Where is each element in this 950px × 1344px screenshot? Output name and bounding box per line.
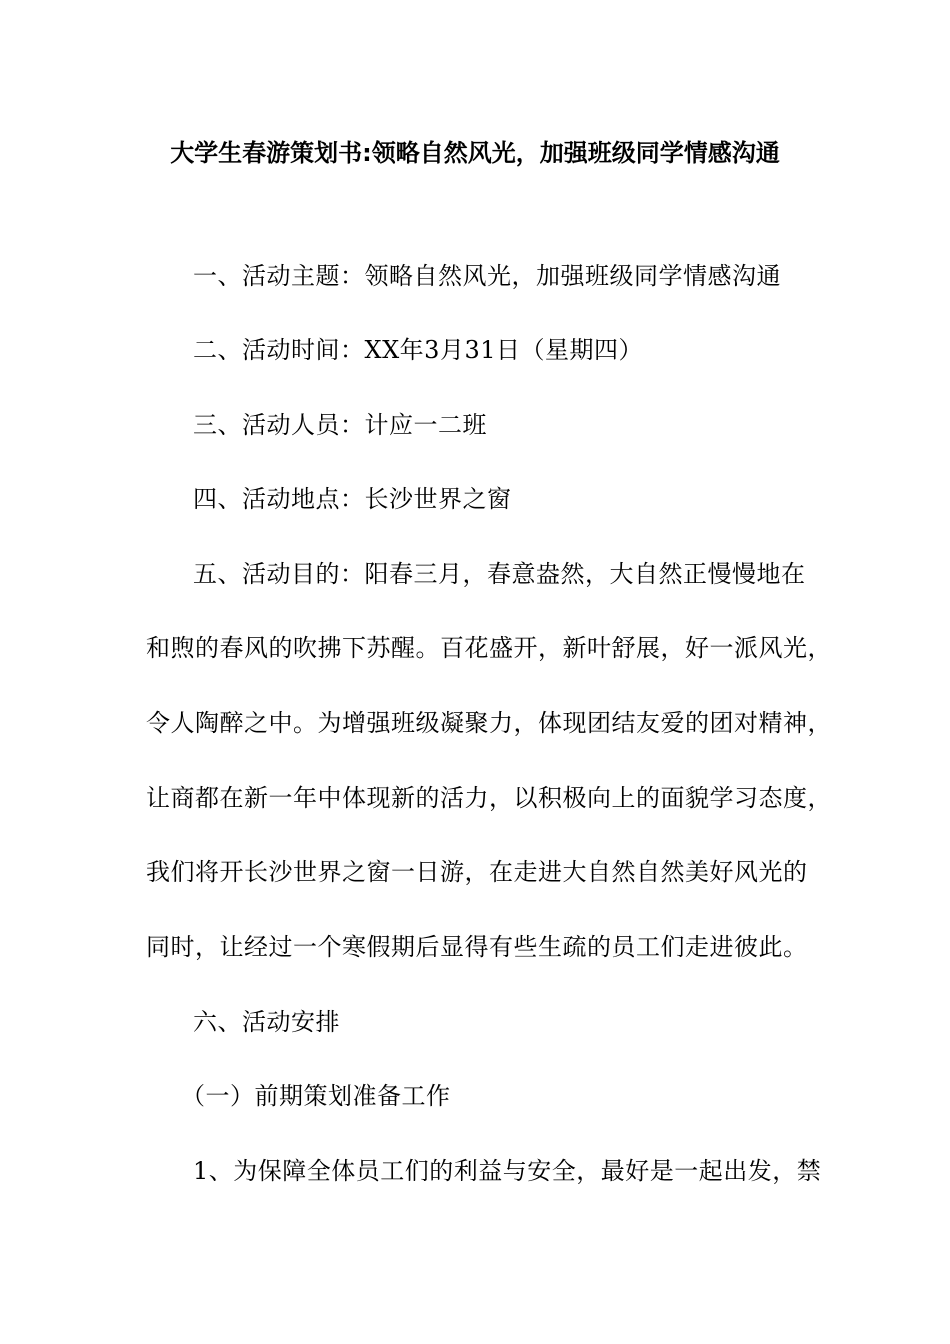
document-title: 大学生春游策划书:领略自然风光，加强班级同学情感沟通: [170, 139, 780, 167]
section-purpose: 五、活动目的：阳春三月，春意盎然，大自然正慢慢地在: [193, 560, 806, 588]
paragraph-line: 让商都在新一年中体现新的活力，以积极向上的面貌学习态度，: [146, 784, 832, 812]
subsection-preparation: （一）前期策划准备工作: [181, 1082, 451, 1110]
paragraph-line: 令人陶醉之中。为增强班级凝聚力，体现团结友爱的团对精神，: [146, 709, 832, 737]
paragraph-line: 和煦的春风的吹拂下苏醒。百花盛开，新叶舒展，好一派风光，: [146, 634, 832, 662]
list-item: 1、为保障全体员工们的利益与安全，最好是一起出发，禁: [193, 1157, 822, 1185]
section-theme: 一、活动主题：领略自然风光，加强班级同学情感沟通: [193, 262, 781, 290]
section-arrangement: 六、活动安排: [193, 1008, 340, 1036]
section-location: 四、活动地点：长沙世界之窗: [193, 485, 512, 513]
section-participants: 三、活动人员：计应一二班: [193, 411, 487, 439]
paragraph-line: 同时，让经过一个寒假期后显得有些生疏的员工们走进彼此。: [146, 933, 808, 961]
section-time: 二、活动时间：XX年3月31日（星期四）: [193, 336, 643, 364]
paragraph-line: 我们将开长沙世界之窗一日游，在走进大自然自然美好风光的: [146, 858, 808, 886]
